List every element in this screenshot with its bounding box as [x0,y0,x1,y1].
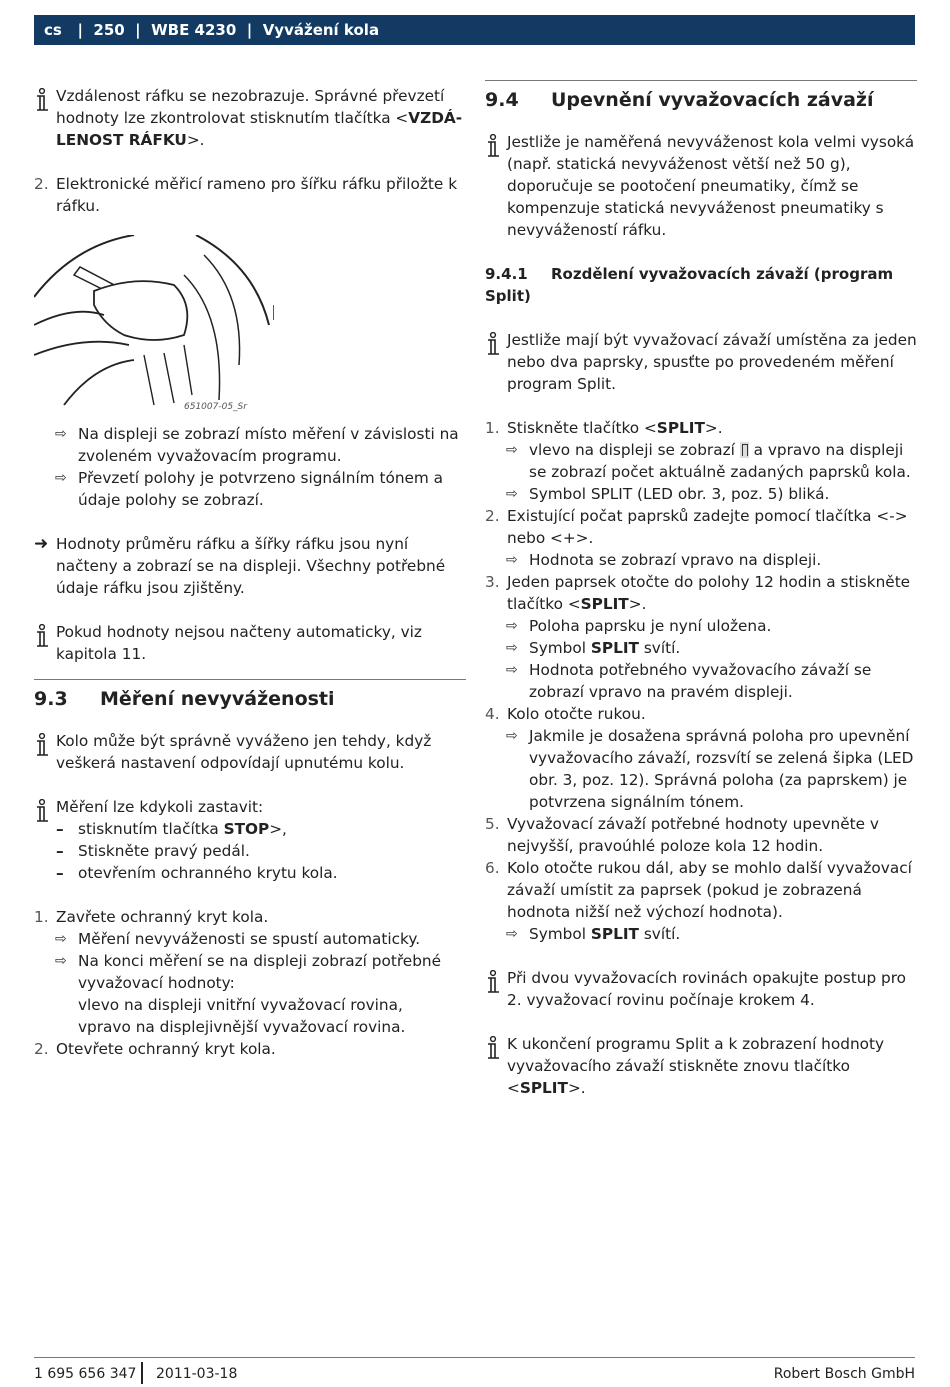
result-item: ⇨ Měření nevyváženosti se spustí automaticky. [55,930,421,948]
info-note: Kolo může být správně vyváženo jen tehdy, když veškerá nastavení odpovídají upnutému kolu. [34,730,466,774]
lcd-segment-icon [740,442,749,458]
left-column [34,85,466,1060]
result-item: ⇨ Převzetí polohy je potvrzeno signálním tónem a údaje polohy se zobrazí. [55,469,444,509]
section-heading-9-3: 9.3 Měření nevyváženosti [34,679,466,712]
step-item: 4. Kolo otočte rukou. [485,705,646,723]
info-icon [485,134,502,158]
right-column [485,80,917,1099]
conclusion-item: ➜ Hodnoty průměru ráfku a šířky ráfku jsou nyní načteny a zobrazí se na displeji. Všechny potřebné údaje ráfku jsou zjištěny. [34,534,446,597]
result-item: ⇨ Symbol SPLIT svítí. [506,639,681,657]
header-page: 250 [93,21,125,39]
info-note: Jestliže je naměřená nevyváženost kola velmi vysoká (např. statická nevyváženost větší než 50 g), doporučuje se pootočení pneumatiky, čímž se kompenzuje statická nevyváženost pneumatiky s nevyvážeností ráfku. [485,131,917,241]
document-number: 1 695 656 347 [34,1366,137,1382]
document-date: 2011-03-18 [156,1366,238,1382]
rim-measurement-figure [34,235,274,415]
dash-item: – stisknutím tlačítka STOP>, [56,820,287,838]
info-note: Při dvou vyvažovacích rovinách opakujte postup pro 2. vyvažovací rovinu počínaje krokem 4. [485,967,917,1011]
result-arrow-icon: ⇨ [506,728,518,744]
info-note: K ukončení programu Split a k zobrazení hodnoty vyvažovacího závaží stiskněte znovu tlačítko <SPLIT>. [485,1033,917,1099]
result-arrow-icon: ⇨ [506,662,518,678]
step-item: 2. Elektronické měřicí rameno pro šířku ráfku přiložte k ráfku. [34,175,458,215]
result-item: ⇨ Hodnota potřebného vyvažovacího závaží se zobrazí vpravo na pravém displeji. [506,661,872,701]
info-icon [34,88,51,112]
info-note: Vzdálenost ráfku se nezobrazuje. Správné převzetí hodnoty lze zkontrolovat stisknutím tlačítka <VZDÁ-LENOST RÁFKU>. [34,85,466,151]
result-item: ⇨ Jakmile je dosažena správná poloha pro upevnění vyvažovacího závaží, rozsvítí se zelená šipka (LED obr. 3, poz. 12). Správná poloha (za paprskem) je potvrzena signálním tónem. [506,727,914,811]
result-arrow-icon: ⇨ [506,640,518,656]
page-header: cs | 250 | WBE 4230 | Vyvážení kola [34,15,915,45]
figure-label: 651007-05_Sr [184,402,247,412]
step-item: 6. Kolo otočte rukou dál, aby se mohlo další vyvažovací závaží umístit za paprsek (pokud je zobrazená hodnota nižší než výchozí hodnota). [485,859,912,921]
result-arrow-icon: ⇨ [506,618,518,634]
subsection-heading-9-4-1: 9.4.1 Rozdělení vyvažovacích závaží (program Split) [485,265,894,305]
step-item: 3. Jeden paprsek otočte do polohy 12 hodin a stiskněte tlačítko <SPLIT>. [485,573,911,613]
company-name: Robert Bosch GmbH [773,1366,915,1382]
info-note: Pokud hodnoty nejsou načteny automaticky, viz kapitola 11. [34,621,466,665]
info-icon [485,1036,502,1060]
result-item: ⇨ Hodnota se zobrazí vpravo na displeji. [506,551,822,569]
step-item: 2. Otevřete ochranný kryt kola. [34,1040,276,1058]
header-model: WBE 4230 [151,21,237,39]
step-item: 5. Vyvažovací závaží potřebné hodnoty upevněte v nejvyšší, pravoúhlé poloze kola 12 hodin. [485,815,879,855]
result-arrow-icon: ⇨ [55,426,67,442]
footer-divider [141,1362,143,1384]
result-arrow-icon: ⇨ [506,442,518,458]
dash-item: – otevřením ochranného krytu kola. [56,864,338,882]
result-item: ⇨ vlevo na displeji se zobrazí a vpravo na displeji se zobrazí počet aktuálně zadaných paprsků kola. [506,441,911,481]
info-note: Jestliže mají být vyvažovací závaží umístěna za jeden nebo dva paprsky, spusťte po provedeném měření program Split. [485,329,917,395]
rim-measurement-illustration [34,235,274,413]
result-item: ⇨ Symbol SPLIT svítí. [506,925,681,943]
info-icon [485,332,502,356]
result-item: ⇨ Na displeji se zobrazí místo měření v závislosti na zvoleném vyvažovacím programu. [55,425,459,465]
step-item: 1. Stiskněte tlačítko <SPLIT>. [485,419,723,437]
result-arrow-icon: ⇨ [506,552,518,568]
result-arrow-icon: ⇨ [55,953,67,969]
info-note: Měření lze kdykoli zastavit: [34,796,466,818]
result-item: ⇨ Symbol SPLIT (LED obr. 3, poz. 5) bliká. [506,485,830,503]
info-icon [34,624,51,648]
result-item: ⇨ Na konci měření se na displeji zobrazí potřebné vyvažovací hodnoty: vlevo na displeji vnitřní vyvažovací rovina, vpravo na displejivnější vyvažovací rovina. [55,952,442,1036]
result-item: ⇨ Poloha paprsku je nyní uložena. [506,617,772,635]
bold-arrow-icon: ➜ [34,534,49,554]
section-heading-9-4: 9.4 Upevnění vyvažovacích závaží [485,80,917,113]
step-item: 2. Existující počat paprsků zadejte pomocí tlačítka <-> nebo <+>. [485,507,908,547]
step-item: 1. Zavřete ochranný kryt kola. [34,908,269,926]
header-chapter: Vyvážení kola [262,21,380,39]
result-arrow-icon: ⇨ [55,931,67,947]
result-arrow-icon: ⇨ [506,926,518,942]
dash-item: – Stiskněte pravý pedál. [56,842,250,860]
info-icon [34,733,51,757]
header-lang: cs [44,21,62,39]
info-icon [485,970,502,994]
result-arrow-icon: ⇨ [55,470,67,486]
result-arrow-icon: ⇨ [506,486,518,502]
page-footer [34,1357,915,1382]
